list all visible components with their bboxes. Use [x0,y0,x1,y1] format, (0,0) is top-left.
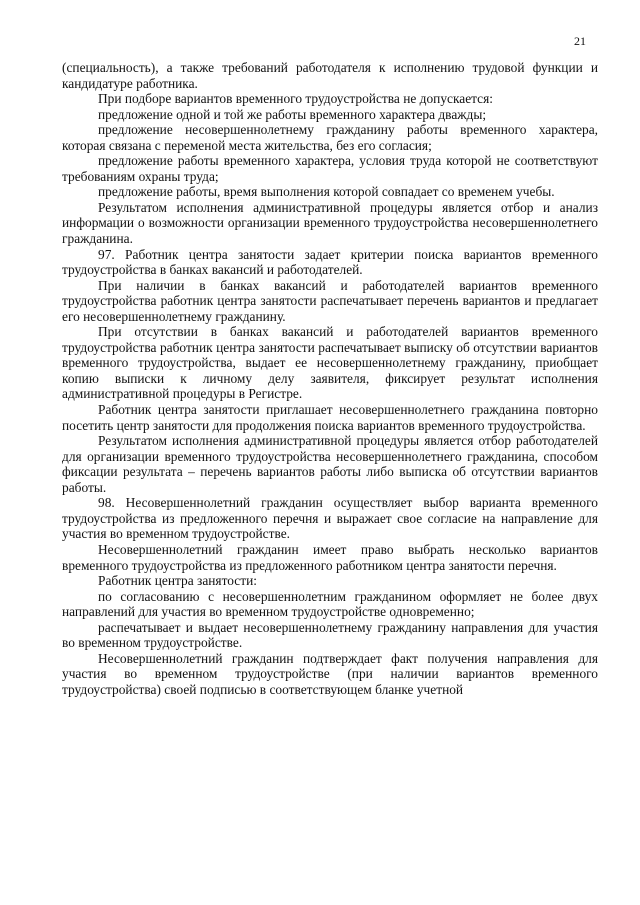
paragraph: распечатывает и выдает несовершеннолетнему гражданину направления для участия во временном трудоустройстве. [62,619,598,651]
paragraph: предложение несовершеннолетнему гражданину работы временного характера, которая связана с переменой места жительства, без его согласия; [62,122,598,153]
paragraph: предложение работы, время выполнения которой совпадает со временем учебы. [98,184,555,200]
paragraph: Результатом исполнения административной процедуры является отбор и анализ информации о возможности организации временного трудоустройства несовершеннолетнего гражданина. [62,199,598,247]
paragraph: Несовершеннолетний гражданин имеет право выбрать несколько вариантов временного трудоустройства из предложенного работником центра занятости перечня. [62,541,598,573]
paragraph: Результатом исполнения административной процедуры является отбор работодателей для организации временного трудоустройства несовершеннолетнего гражданина, способом фиксации результата – перечень вариантов работы либо выписка об отсутствии вариантов работы. [62,433,598,495]
page-number: 21 [574,34,586,48]
paragraph: Несовершеннолетний гражданин подтверждает факт получения направления для участия во временном трудоустройстве (при наличии вариантов временного трудоустройства) своей подписью в соответствующем бланке учетной [62,650,598,697]
paragraph: (специальность), а также требований работодателя к исполнению трудовой функции и кандидатуре работника. [62,60,598,91]
paragraph: предложение работы временного характера, условия труда которой не соответствуют требованиям охраны труда; [62,153,598,184]
paragraph: При отсутствии в банках вакансий и работодателей вариантов временного трудоустройства работник центра занятости распечатывает выписку об отсутствии вариантов временного трудоустройства, выдает ее несовершеннолетнему гражданину, приобщает копию выписки к личному делу заявителя, фиксирует результат исполнения административной процедуры в Регистре. [62,324,598,402]
paragraph: по согласованию с несовершеннолетним гражданином оформляет не более двух направлений для участия во временном трудоустройстве одновременно; [62,588,598,620]
paragraph: Работник центра занятости приглашает несовершеннолетнего гражданина повторно посетить центр занятости для продолжения поиска вариантов временного трудоустройства. [62,402,598,433]
paragraph: При подборе вариантов временного трудоустройства не допускается: [98,91,493,107]
document-body [62,60,598,697]
paragraph: 97. Работник центра занятости задает критерии поиска вариантов временного трудоустройства в банках вакансий и работодателей. [62,246,598,278]
paragraph: Работник центра занятости: [98,573,257,589]
paragraph: предложение одной и той же работы временного характера дважды; [98,106,487,122]
paragraph: 98. Несовершеннолетний гражданин осуществляет выбор варианта временного трудоустройства из предложенного перечня и выражает свое согласие на направление для участия во временном трудоустройстве. [62,495,598,542]
paragraph: При наличии в банках вакансий и работодателей вариантов временного трудоустройства работник центра занятости распечатывает перечень вариантов и предлагает его несовершеннолетнему гражданину. [62,277,598,324]
